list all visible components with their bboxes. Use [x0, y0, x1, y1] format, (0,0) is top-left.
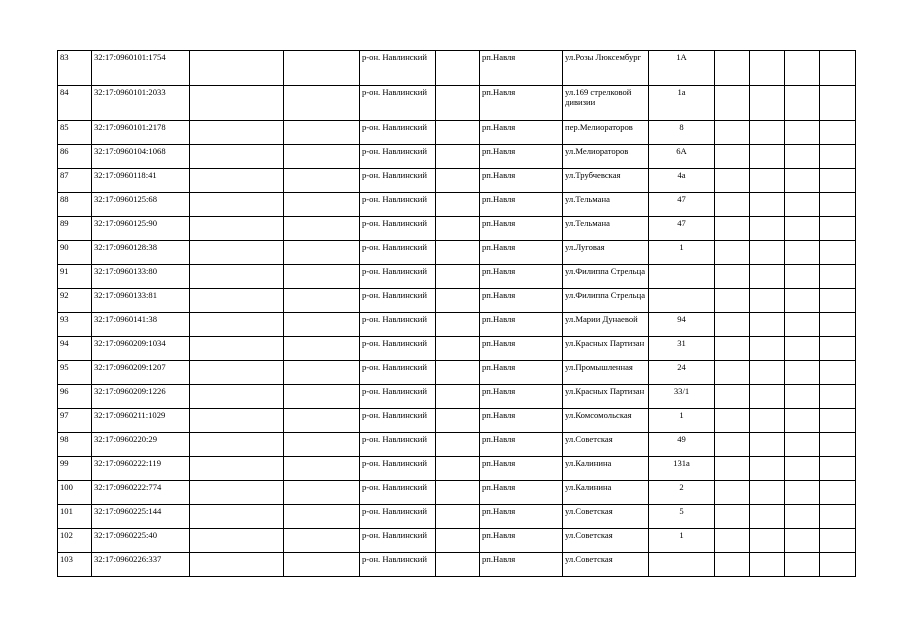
table-row	[58, 433, 856, 457]
settlement: рп.Навля	[480, 86, 563, 121]
empty-cell	[820, 481, 856, 505]
cadastral-number: 32:17:0960209:1034	[92, 337, 190, 361]
empty-cell	[715, 121, 750, 145]
empty-cell	[190, 169, 284, 193]
row-number: 84	[58, 86, 92, 121]
table-row	[58, 51, 856, 86]
cadastral-number: 32:17:0960222:119	[92, 457, 190, 481]
empty-cell	[750, 553, 785, 577]
cadastral-number: 32:17:0960141:38	[92, 313, 190, 337]
empty-cell	[785, 433, 820, 457]
house-number: 131а	[649, 457, 715, 481]
district: р-он. Навлинский	[360, 241, 436, 265]
empty-cell	[284, 337, 360, 361]
street: ул.Трубчевская	[563, 169, 649, 193]
empty-cell	[436, 313, 480, 337]
empty-cell	[750, 385, 785, 409]
empty-cell	[715, 145, 750, 169]
empty-cell	[820, 409, 856, 433]
empty-cell	[190, 553, 284, 577]
district: р-он. Навлинский	[360, 505, 436, 529]
row-number: 86	[58, 145, 92, 169]
district: р-он. Навлинский	[360, 289, 436, 313]
district: р-он. Навлинский	[360, 217, 436, 241]
table-row	[58, 241, 856, 265]
district: р-он. Навлинский	[360, 51, 436, 86]
empty-cell	[284, 169, 360, 193]
district: р-он. Навлинский	[360, 457, 436, 481]
empty-cell	[715, 409, 750, 433]
empty-cell	[190, 457, 284, 481]
settlement: рп.Навля	[480, 361, 563, 385]
empty-cell	[715, 553, 750, 577]
street: ул.Комсомольская	[563, 409, 649, 433]
empty-cell	[785, 505, 820, 529]
row-number: 102	[58, 529, 92, 553]
street: ул.Красных Партизан	[563, 337, 649, 361]
empty-cell	[190, 289, 284, 313]
settlement: рп.Навля	[480, 241, 563, 265]
empty-cell	[750, 313, 785, 337]
empty-cell	[785, 145, 820, 169]
empty-cell	[436, 169, 480, 193]
row-number: 94	[58, 337, 92, 361]
district: р-он. Навлинский	[360, 409, 436, 433]
empty-cell	[715, 51, 750, 86]
empty-cell	[284, 241, 360, 265]
empty-cell	[785, 169, 820, 193]
table-row	[58, 481, 856, 505]
district: р-он. Навлинский	[360, 385, 436, 409]
district: р-он. Навлинский	[360, 553, 436, 577]
empty-cell	[715, 289, 750, 313]
cadastral-number: 32:17:0960133:80	[92, 265, 190, 289]
empty-cell	[436, 51, 480, 86]
empty-cell	[436, 481, 480, 505]
table-row	[58, 169, 856, 193]
district: р-он. Навлинский	[360, 337, 436, 361]
street: ул.Мелиораторов	[563, 145, 649, 169]
empty-cell	[750, 457, 785, 481]
empty-cell	[190, 51, 284, 86]
cadastral-number: 32:17:0960226:337	[92, 553, 190, 577]
table-row	[58, 361, 856, 385]
empty-cell	[750, 193, 785, 217]
settlement: рп.Навля	[480, 409, 563, 433]
street: ул.Советская	[563, 553, 649, 577]
row-number: 100	[58, 481, 92, 505]
district: р-он. Навлинский	[360, 481, 436, 505]
empty-cell	[284, 217, 360, 241]
empty-cell	[785, 86, 820, 121]
street: ул.Советская	[563, 433, 649, 457]
cadastral-number: 32:17:0960101:2033	[92, 86, 190, 121]
table-row	[58, 121, 856, 145]
house-number: 4а	[649, 169, 715, 193]
empty-cell	[750, 121, 785, 145]
cadastral-number: 32:17:0960125:68	[92, 193, 190, 217]
empty-cell	[785, 409, 820, 433]
registry-body	[58, 51, 856, 577]
empty-cell	[715, 361, 750, 385]
empty-cell	[785, 337, 820, 361]
empty-cell	[785, 481, 820, 505]
empty-cell	[436, 289, 480, 313]
district: р-он. Навлинский	[360, 169, 436, 193]
settlement: рп.Навля	[480, 265, 563, 289]
row-number: 97	[58, 409, 92, 433]
settlement: рп.Навля	[480, 337, 563, 361]
empty-cell	[750, 289, 785, 313]
empty-cell	[284, 193, 360, 217]
empty-cell	[820, 313, 856, 337]
cadastral-number: 32:17:0960220:29	[92, 433, 190, 457]
empty-cell	[750, 86, 785, 121]
empty-cell	[436, 145, 480, 169]
table-row	[58, 385, 856, 409]
empty-cell	[190, 409, 284, 433]
empty-cell	[284, 481, 360, 505]
house-number: 47	[649, 193, 715, 217]
empty-cell	[750, 241, 785, 265]
district: р-он. Навлинский	[360, 361, 436, 385]
empty-cell	[715, 337, 750, 361]
street: ул.Тельмана	[563, 193, 649, 217]
cadastral-number: 32:17:0960128:38	[92, 241, 190, 265]
empty-cell	[284, 121, 360, 145]
district: р-он. Навлинский	[360, 433, 436, 457]
street: пер.Мелиораторов	[563, 121, 649, 145]
empty-cell	[820, 289, 856, 313]
table-row	[58, 86, 856, 121]
street: ул.Советская	[563, 505, 649, 529]
house-number: 6А	[649, 145, 715, 169]
empty-cell	[436, 433, 480, 457]
house-number	[649, 553, 715, 577]
empty-cell	[436, 361, 480, 385]
settlement: рп.Навля	[480, 169, 563, 193]
empty-cell	[284, 385, 360, 409]
empty-cell	[436, 86, 480, 121]
street: ул.Филиппа Стрельца	[563, 289, 649, 313]
street: ул.Филиппа Стрельца	[563, 265, 649, 289]
street: ул.Промышленная	[563, 361, 649, 385]
house-number: 1	[649, 241, 715, 265]
house-number: 5	[649, 505, 715, 529]
empty-cell	[785, 241, 820, 265]
row-number: 87	[58, 169, 92, 193]
street: ул.Советская	[563, 529, 649, 553]
empty-cell	[436, 553, 480, 577]
house-number: 1А	[649, 51, 715, 86]
empty-cell	[820, 86, 856, 121]
empty-cell	[190, 193, 284, 217]
empty-cell	[785, 313, 820, 337]
empty-cell	[750, 505, 785, 529]
district: р-он. Навлинский	[360, 265, 436, 289]
empty-cell	[190, 217, 284, 241]
settlement: рп.Навля	[480, 313, 563, 337]
row-number: 89	[58, 217, 92, 241]
house-number	[649, 265, 715, 289]
empty-cell	[284, 433, 360, 457]
cadastral-number: 32:17:0960133:81	[92, 289, 190, 313]
empty-cell	[715, 433, 750, 457]
district: р-он. Навлинский	[360, 529, 436, 553]
settlement: рп.Навля	[480, 433, 563, 457]
district: р-он. Навлинский	[360, 145, 436, 169]
empty-cell	[785, 361, 820, 385]
empty-cell	[284, 361, 360, 385]
empty-cell	[715, 505, 750, 529]
empty-cell	[750, 265, 785, 289]
row-number: 95	[58, 361, 92, 385]
settlement: рп.Навля	[480, 217, 563, 241]
table-row	[58, 457, 856, 481]
street: ул.Луговая	[563, 241, 649, 265]
row-number: 83	[58, 51, 92, 86]
cadastral-number: 32:17:0960101:2178	[92, 121, 190, 145]
street: ул.Марии Дунаевой	[563, 313, 649, 337]
street: ул.Калинина	[563, 481, 649, 505]
house-number	[649, 289, 715, 313]
house-number: 31	[649, 337, 715, 361]
settlement: рп.Навля	[480, 457, 563, 481]
row-number: 88	[58, 193, 92, 217]
house-number: 2	[649, 481, 715, 505]
empty-cell	[190, 86, 284, 121]
empty-cell	[715, 265, 750, 289]
row-number: 103	[58, 553, 92, 577]
empty-cell	[436, 505, 480, 529]
empty-cell	[436, 265, 480, 289]
house-number: 1а	[649, 86, 715, 121]
empty-cell	[785, 51, 820, 86]
empty-cell	[284, 265, 360, 289]
empty-cell	[284, 86, 360, 121]
cadastral-number: 32:17:0960209:1226	[92, 385, 190, 409]
empty-cell	[820, 505, 856, 529]
cadastral-number: 32:17:0960225:144	[92, 505, 190, 529]
empty-cell	[190, 505, 284, 529]
empty-cell	[785, 529, 820, 553]
row-number: 99	[58, 457, 92, 481]
table-row	[58, 145, 856, 169]
empty-cell	[190, 121, 284, 145]
settlement: рп.Навля	[480, 529, 563, 553]
table-row	[58, 553, 856, 577]
empty-cell	[750, 145, 785, 169]
empty-cell	[750, 337, 785, 361]
table-row	[58, 529, 856, 553]
empty-cell	[820, 529, 856, 553]
row-number: 96	[58, 385, 92, 409]
empty-cell	[190, 361, 284, 385]
empty-cell	[284, 505, 360, 529]
table-row	[58, 505, 856, 529]
empty-cell	[284, 289, 360, 313]
table-row	[58, 313, 856, 337]
empty-cell	[190, 337, 284, 361]
house-number: 49	[649, 433, 715, 457]
settlement: рп.Навля	[480, 289, 563, 313]
empty-cell	[715, 313, 750, 337]
empty-cell	[715, 217, 750, 241]
house-number: 94	[649, 313, 715, 337]
empty-cell	[750, 169, 785, 193]
empty-cell	[436, 241, 480, 265]
empty-cell	[715, 481, 750, 505]
empty-cell	[785, 193, 820, 217]
empty-cell	[436, 409, 480, 433]
empty-cell	[785, 553, 820, 577]
empty-cell	[750, 51, 785, 86]
empty-cell	[820, 337, 856, 361]
empty-cell	[436, 121, 480, 145]
empty-cell	[715, 193, 750, 217]
street: ул.Красных Партизан	[563, 385, 649, 409]
row-number: 93	[58, 313, 92, 337]
empty-cell	[820, 145, 856, 169]
empty-cell	[750, 481, 785, 505]
empty-cell	[715, 169, 750, 193]
empty-cell	[190, 481, 284, 505]
empty-cell	[436, 193, 480, 217]
empty-cell	[436, 385, 480, 409]
empty-cell	[820, 361, 856, 385]
table-row	[58, 337, 856, 361]
settlement: рп.Навля	[480, 505, 563, 529]
cadastral-number: 32:17:0960222:774	[92, 481, 190, 505]
empty-cell	[190, 313, 284, 337]
empty-cell	[436, 337, 480, 361]
row-number: 91	[58, 265, 92, 289]
empty-cell	[785, 385, 820, 409]
empty-cell	[190, 529, 284, 553]
empty-cell	[820, 121, 856, 145]
table-row	[58, 193, 856, 217]
empty-cell	[820, 193, 856, 217]
cadastral-number: 32:17:0960125:90	[92, 217, 190, 241]
empty-cell	[785, 121, 820, 145]
table-row	[58, 217, 856, 241]
cadastral-number: 32:17:0960104:1068	[92, 145, 190, 169]
district: р-он. Навлинский	[360, 193, 436, 217]
cadastral-number: 32:17:0960225:40	[92, 529, 190, 553]
street: ул.Калинина	[563, 457, 649, 481]
row-number: 85	[58, 121, 92, 145]
empty-cell	[750, 529, 785, 553]
district: р-он. Навлинский	[360, 86, 436, 121]
street: ул.Розы Люксембург	[563, 51, 649, 86]
cadastral-number: 32:17:0960209:1207	[92, 361, 190, 385]
empty-cell	[284, 457, 360, 481]
empty-cell	[820, 457, 856, 481]
empty-cell	[284, 409, 360, 433]
empty-cell	[750, 361, 785, 385]
empty-cell	[750, 409, 785, 433]
cadastral-number: 32:17:0960118:41	[92, 169, 190, 193]
house-number: 47	[649, 217, 715, 241]
settlement: рп.Навля	[480, 193, 563, 217]
empty-cell	[190, 265, 284, 289]
empty-cell	[190, 145, 284, 169]
settlement: рп.Навля	[480, 553, 563, 577]
empty-cell	[820, 433, 856, 457]
registry-sheet	[57, 50, 855, 577]
settlement: рп.Навля	[480, 51, 563, 86]
empty-cell	[715, 86, 750, 121]
empty-cell	[820, 241, 856, 265]
empty-cell	[820, 51, 856, 86]
empty-cell	[284, 553, 360, 577]
empty-cell	[820, 265, 856, 289]
empty-cell	[284, 529, 360, 553]
empty-cell	[820, 553, 856, 577]
empty-cell	[190, 433, 284, 457]
cadastral-number: 32:17:0960101:1754	[92, 51, 190, 86]
empty-cell	[190, 385, 284, 409]
settlement: рп.Навля	[480, 121, 563, 145]
empty-cell	[785, 457, 820, 481]
empty-cell	[785, 217, 820, 241]
house-number: 1	[649, 409, 715, 433]
house-number: 8	[649, 121, 715, 145]
row-number: 101	[58, 505, 92, 529]
table-row	[58, 265, 856, 289]
empty-cell	[715, 241, 750, 265]
house-number: 1	[649, 529, 715, 553]
empty-cell	[436, 529, 480, 553]
house-number: 33/1	[649, 385, 715, 409]
settlement: рп.Навля	[480, 145, 563, 169]
empty-cell	[436, 457, 480, 481]
empty-cell	[284, 51, 360, 86]
empty-cell	[785, 265, 820, 289]
empty-cell	[284, 145, 360, 169]
settlement: рп.Навля	[480, 481, 563, 505]
empty-cell	[715, 529, 750, 553]
empty-cell	[820, 217, 856, 241]
row-number: 90	[58, 241, 92, 265]
empty-cell	[715, 457, 750, 481]
empty-cell	[190, 241, 284, 265]
empty-cell	[820, 385, 856, 409]
empty-cell	[750, 217, 785, 241]
house-number: 24	[649, 361, 715, 385]
row-number: 98	[58, 433, 92, 457]
row-number: 92	[58, 289, 92, 313]
settlement: рп.Навля	[480, 385, 563, 409]
property-registry-table	[57, 50, 856, 577]
cadastral-number: 32:17:0960211:1029	[92, 409, 190, 433]
empty-cell	[750, 433, 785, 457]
empty-cell	[785, 289, 820, 313]
empty-cell	[820, 169, 856, 193]
empty-cell	[436, 217, 480, 241]
empty-cell	[715, 385, 750, 409]
empty-cell	[284, 313, 360, 337]
street: ул.Тельмана	[563, 217, 649, 241]
district: р-он. Навлинский	[360, 313, 436, 337]
street: ул.169 стрелковой дивизии	[563, 86, 649, 121]
table-row	[58, 409, 856, 433]
district: р-он. Навлинский	[360, 121, 436, 145]
table-row	[58, 289, 856, 313]
